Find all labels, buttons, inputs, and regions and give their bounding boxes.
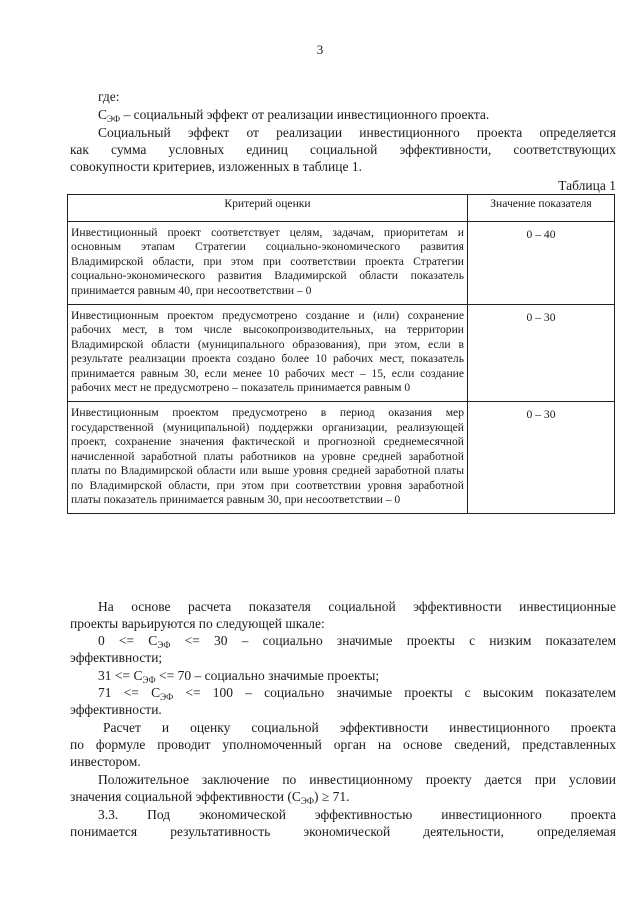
table-header-row	[68, 195, 615, 222]
intro-paragraph-line2: как сумма условных единиц социальной эффективности, соответствующих	[70, 142, 616, 157]
definition-symbol: С	[98, 107, 108, 122]
intro-paragraph-line3: совокупности критериев, изложенных в таблице 1.	[70, 159, 362, 174]
definition-subscript: ЭФ	[107, 114, 121, 124]
scale-mid-text: <= 70 – социально значимые проекты;	[155, 668, 380, 683]
assessment-line1: Расчет и оценку социальной эффективности инвестиционного проекта	[103, 720, 616, 735]
section-3-3-line2: понимается результативность экономической деятельности, определяемая	[70, 824, 616, 839]
scale-low-subscript: ЭФ	[157, 640, 171, 650]
value-cell: 0 – 30	[468, 402, 615, 514]
conclusion-line1: Положительное заключение по инвестиционному проекту дается при условии	[98, 772, 616, 787]
scale-intro-line1: На основе расчета показателя социальной эффективности инвестиционные	[98, 599, 616, 614]
where-label: где:	[98, 89, 120, 104]
assessment-line3: инвестором.	[70, 754, 141, 769]
intro-paragraph-line1: Социальный эффект от реализации инвестиционного проекта определяется	[98, 125, 616, 140]
criterion-cell: Инвестиционный проект соответствует целям, задачам, приоритетам и основным этапам Стратегии социально-экономического развития Владимирской области, при этом при соответствии проекта Стратегии социально-экономического развития Владимирской области показатель принимается равным 40, при несоответствии – 0	[68, 222, 468, 305]
scale-low-text: <= 30 – социально значимые проекты с низким показателем	[170, 633, 617, 648]
header-criterion: Критерий оценки	[68, 195, 468, 222]
scale-low-line1	[98, 632, 616, 654]
scale-mid-subscript: ЭФ	[142, 675, 156, 685]
scale-high-line2: эффективности.	[70, 702, 162, 717]
table-label: Таблица 1	[558, 178, 616, 193]
conclusion-text: значения социальной эффективности (С	[70, 789, 301, 804]
criteria-table	[67, 194, 615, 514]
header-value: Значение показателя	[468, 195, 615, 222]
value-cell: 0 – 30	[468, 305, 615, 402]
assessment-line2: по формуле проводит уполномоченный орган на основе сведений, представленных	[70, 737, 616, 752]
scale-high-text: <= 100 – социально значимые проекты с высоким показателем	[173, 685, 616, 700]
scale-mid-symbol: 31 <= С	[98, 668, 143, 683]
definition-text: – социальный эффект от реализации инвестиционного проекта.	[120, 107, 490, 122]
scale-high-symbol: 71 <= С	[98, 685, 161, 700]
scale-low-line2: эффективности;	[70, 650, 163, 665]
table-row	[68, 402, 615, 514]
conclusion-threshold: ) ≥ 71.	[314, 789, 350, 804]
section-3-3-line1: 3.3. Под экономической эффективностью инвестиционного проекта	[98, 807, 616, 822]
scale-intro-line2: проекты варьируются по следующей шкале:	[70, 616, 325, 631]
criterion-cell: Инвестиционным проектом предусмотрено создание и (или) сохранение рабочих мест, в том числе высокопроизводительных, на территории Владимирской области (муниципального образования), при этом, если в результате реализации проекта создано более 10 рабочих мест, показатель принимается равным 30, если менее 10 рабочих мест – 15, если создание рабочих мест не предусмотрено – показатель принимается равным 0	[68, 305, 468, 402]
scale-high-subscript: ЭФ	[160, 692, 174, 702]
scale-high-line1	[98, 684, 616, 706]
table-row	[68, 305, 615, 402]
conclusion-subscript: ЭФ	[300, 796, 315, 806]
page-number: 3	[316, 42, 324, 57]
criterion-cell: Инвестиционным проектом предусмотрено в период оказания мер государственной (муниципальной) поддержки организации, реализующей проект, сохранение значения фактической и прогнозной среднемесячной начисленной заработной платы работников на уровне средней заработной платы по Владимирской области или выше уровня средней заработной платы по Владимирской области, при этом при соответствии уровня заработной платы показатель принимается равным 30, при несоответствии – 0	[68, 402, 468, 514]
scale-low-symbol: 0 <= С	[98, 633, 158, 648]
table-row	[68, 222, 615, 305]
value-cell: 0 – 40	[468, 222, 615, 305]
